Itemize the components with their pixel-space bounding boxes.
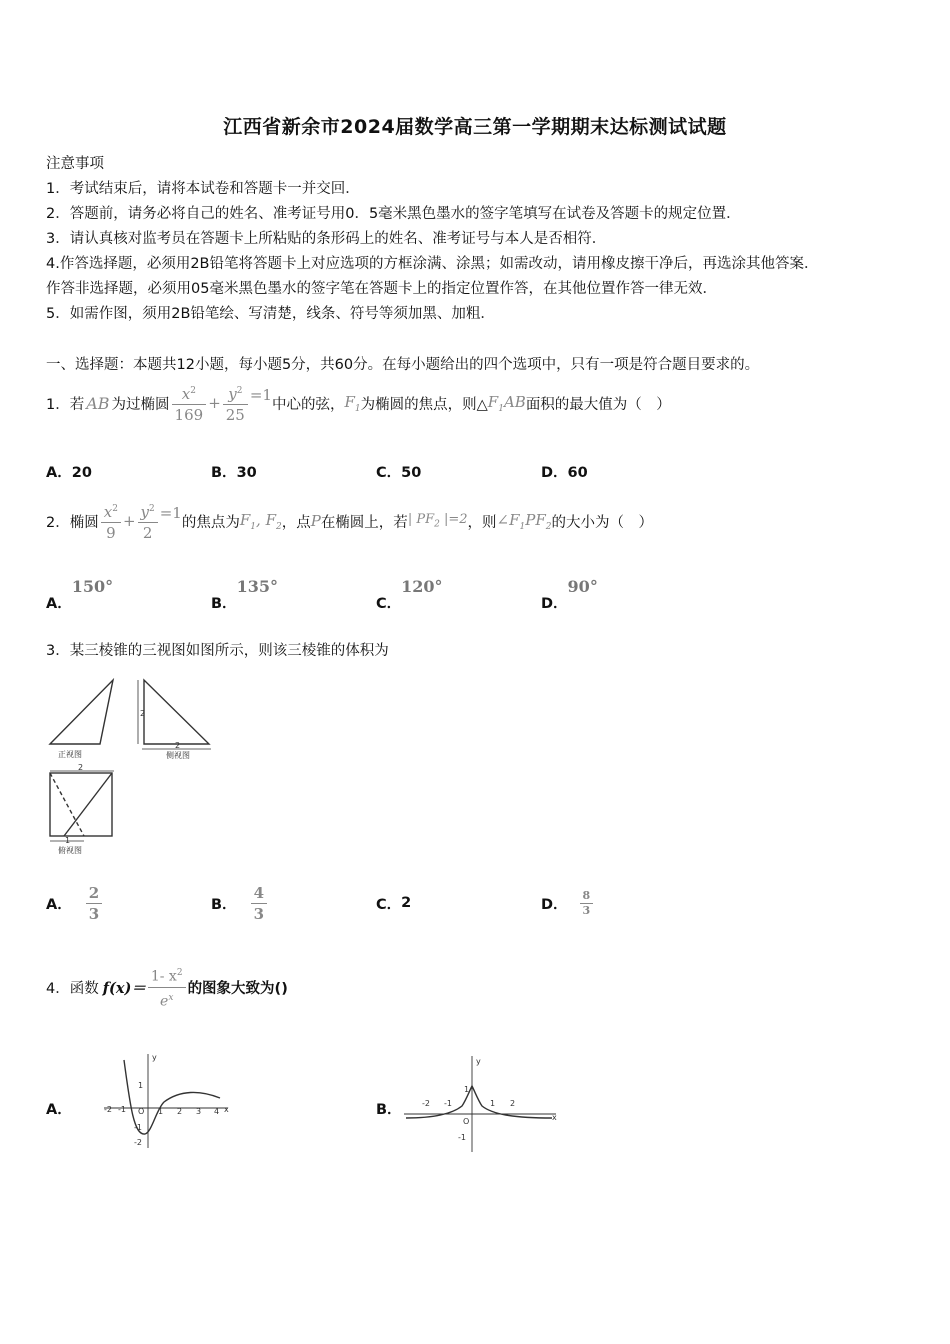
- q1-text-2: 中心的弦，: [271, 396, 345, 413]
- q1-option-b[interactable]: B．30: [211, 465, 257, 481]
- q1-ab: AB: [86, 393, 110, 413]
- front-view: [50, 680, 113, 744]
- top-view: [50, 771, 114, 841]
- q2-fraction-x: $\frac{x^2}{9}$: [101, 499, 121, 543]
- q1-fraction-y: $\frac{y^2}{25}$: [223, 381, 248, 425]
- section-heading: 一、选择题：本题共12小题，每小题5分，共60分。在每小题给出的四个选项中，只有一项是符合题目要求的。: [46, 357, 760, 373]
- q2-text-2: ，点: [281, 514, 311, 531]
- question-2: 2．椭圆 $\frac{x^2}{9}$ + $\frac{y^2}{2}$ =1 的焦点为 $F_1$, $F_2$ ，点 P 在椭圆上，若 | $PF_2$ |=2 ，则 $\angle F_1PF_2$ 的大小为（ ）: [46, 496, 653, 546]
- graph-a-x-label: x: [224, 1105, 229, 1114]
- graph-a-tick: -1: [134, 1123, 142, 1132]
- q2-option-b[interactable]: B．135°: [211, 577, 278, 612]
- q3-option-b[interactable]: B． $\frac{4}{3}$: [211, 880, 269, 926]
- side-view-label: 侧视图: [166, 751, 190, 760]
- note-item: 作答非选择题，必须用05毫米黑色墨水的签字笔在答题卡上的指定位置作答，在其他位置作答一律无效．: [46, 281, 717, 297]
- q1-text-3: 为椭圆的焦点，则△: [360, 396, 488, 413]
- q4-text-1: 的图象大致为(): [187, 980, 288, 997]
- q2-option-c[interactable]: C．120°: [376, 577, 443, 612]
- question-3: 3．某三棱锥的三视图如图所示，则该三棱锥的体积为: [46, 643, 389, 659]
- graph-a-tick: 2: [177, 1107, 183, 1116]
- q1-text-4: 面积的最大值为（ ）: [525, 396, 671, 413]
- graph-b-origin: O: [463, 1117, 470, 1126]
- q1-option-c[interactable]: C．50: [376, 465, 422, 481]
- q2-text-1: 的焦点为: [181, 514, 240, 531]
- graph-a-origin: O: [138, 1107, 145, 1116]
- q4-option-a-label[interactable]: A．: [46, 1102, 72, 1118]
- q4-number: 4．函数: [46, 980, 99, 997]
- top-dim-width: 2: [78, 763, 84, 772]
- q4-fraction: $\frac{1- x^2}{e^x}$: [148, 963, 186, 1011]
- three-view-figure: [44, 674, 219, 859]
- note-item: 1．考试结束后，请将本试卷和答题卡一并交回．: [46, 181, 360, 197]
- q1-number: 1．若: [46, 396, 85, 413]
- q2-text-3: 在椭圆上，若: [320, 514, 408, 531]
- page-title: 江西省新余市2024届数学高三第一学期期末达标测试试题: [223, 116, 727, 138]
- note-item: 4.作答选择题，必须用2B铅笔将答题卡上对应选项的方框涂满、涂黑；如需改动，请用橡皮擦干净后，再选涂其他答案．: [46, 256, 819, 272]
- graph-b-y-label: y: [476, 1057, 481, 1066]
- graph-b-x-label: x: [552, 1113, 557, 1122]
- graph-b-tick: 2: [510, 1099, 516, 1108]
- side-dim-height: 2: [140, 709, 146, 718]
- graph-a-tick: -1: [118, 1105, 126, 1114]
- top-view-label: 俯视图: [58, 846, 82, 855]
- graph-a-tick: 4: [214, 1107, 220, 1116]
- graph-a-tick: 1: [158, 1107, 164, 1116]
- q3-option-a[interactable]: A． $\frac{2}{3}$: [46, 880, 104, 926]
- note-item: 2．答题前，请务必将自己的姓名、准考证号用0．5毫米黑色墨水的签字笔填写在试卷及答题卡的规定位置．: [46, 206, 741, 222]
- graph-a-tick: -2: [134, 1138, 142, 1147]
- side-dim-width: 2: [175, 741, 181, 750]
- q2-option-d[interactable]: D．90°: [541, 577, 598, 612]
- q1-text-1: 为过椭圆: [111, 396, 170, 413]
- q3-option-c[interactable]: C． 2: [376, 895, 412, 913]
- q2-text-4: ，则: [467, 514, 497, 531]
- side-view: [138, 680, 211, 749]
- q2-number: 2．椭圆: [46, 514, 99, 531]
- graph-b-tick: -1: [458, 1133, 466, 1142]
- q2-option-a[interactable]: A．150°: [46, 577, 114, 612]
- q2-fraction-y: $\frac{y^2}{2}$: [138, 499, 158, 543]
- notes-heading: 注意事项: [46, 156, 104, 172]
- q1-option-a[interactable]: A．20: [46, 465, 92, 481]
- question-1: 1．若 AB 为过椭圆 $\frac{x^2}{169}$ + $\frac{y^2}{25}$ =1 中心的弦， $F_1$ 为椭圆的焦点，则△ $F_1AB$ 面积的最大值为（ ）: [46, 378, 671, 428]
- front-view-label: 正视图: [58, 750, 82, 759]
- graph-b-tick: -2: [422, 1099, 430, 1108]
- top-dim-small: 1: [65, 836, 71, 845]
- q1-fraction-x: $\frac{x^2}{169}$: [172, 381, 207, 425]
- graph-a-tick: 3: [196, 1107, 202, 1116]
- q4-graph-b[interactable]: [402, 1052, 562, 1157]
- graph-b-tick: 1: [490, 1099, 496, 1108]
- note-item: 5．如需作图，须用2B铅笔绘、写清楚，线条、符号等须加黑、加粗．: [46, 306, 495, 322]
- q4-option-b-label[interactable]: B．: [376, 1102, 402, 1118]
- graph-b-tick: -1: [444, 1099, 452, 1108]
- q4-graph-a[interactable]: [100, 1050, 235, 1150]
- graph-a-y-label: y: [152, 1053, 157, 1062]
- graph-b-tick: 1: [464, 1085, 470, 1094]
- question-4: [46, 964, 288, 1010]
- graph-a-tick: -2: [104, 1105, 112, 1114]
- q1-option-d[interactable]: D．60: [541, 465, 588, 481]
- q3-option-d[interactable]: D． $\frac{8}{3}$: [541, 880, 595, 926]
- q2-text-5: 的大小为（ ）: [551, 514, 653, 531]
- note-item: 3．请认真核对监考员在答题卡上所粘贴的条形码上的姓名、准考证号与本人是否相符．: [46, 231, 607, 247]
- graph-a-tick: 1: [138, 1081, 144, 1090]
- q4-function: f(x)＝: [102, 979, 146, 997]
